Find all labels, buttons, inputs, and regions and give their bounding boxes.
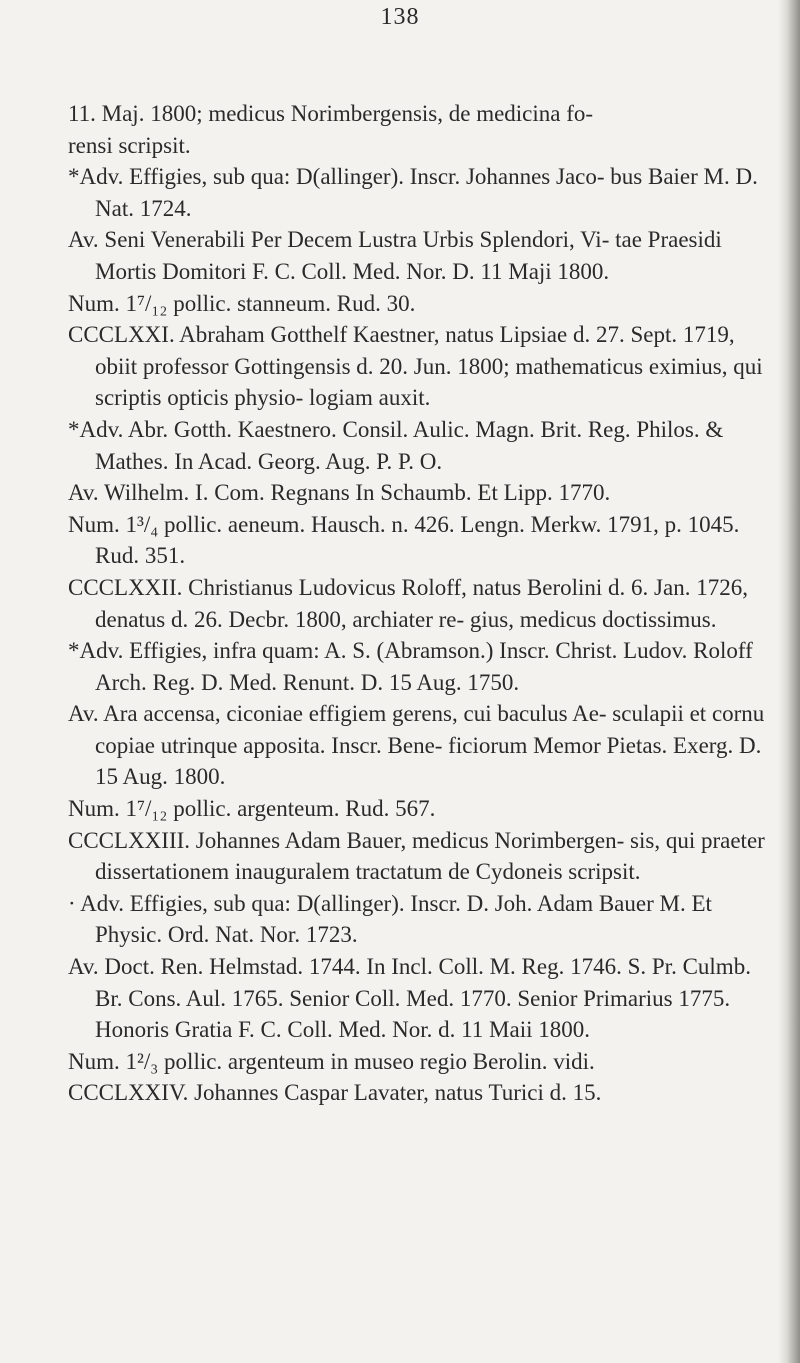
entry-heading: CCCLXXIV. Johannes Caspar Lavater, natus Turici d. 15. (68, 1080, 602, 1106)
coin-details: Num. 1²/₃ pollic. argenteum in museo regio Berolin. vidi. (68, 1048, 595, 1074)
entry-heading: CCCLXXII. Christianus Ludovicus Roloff, natus Berolini d. 6. Jan. 1726, denatus d. 26. Decbr. 1800, archiater re- gius, medicus doctissimus. (68, 574, 748, 632)
obverse-description: · Adv. Effigies, sub qua: D(allinger). Inscr. D. Joh. Adam Bauer M. Et Physic. Ord. Nat. Nor. 1723. (68, 890, 712, 948)
page-edge-shadow (778, 0, 800, 1363)
reverse-description: Av. Wilhelm. I. Com. Regnans In Schaumb. Et Lipp. 1770. (68, 480, 611, 506)
entry-heading: CCCLXXI. Abraham Gotthelf Kaestner, natus Lipsiae d. 27. Sept. 1719, obiit professor Gottingensis d. 20. Jun. 1800; mathematicus eximius, qui scriptis opticis physio- logiam auxit. (68, 322, 763, 411)
entry-continuation-line-2: rensi scripsit. (68, 132, 191, 158)
obverse-description: *Adv. Effigies, infra quam: A. S. (Abramson.) Inscr. Christ. Ludov. Roloff Arch. Reg. D. Med. Renunt. D. 15 Aug. 1750. (68, 638, 753, 695)
reverse-description: Av. Ara accensa, ciconiae effigiem gerens, cui baculus Ae- sculapii et cornu copiae utrinque apposita. Inscr. Bene- ficiorum Memor Pietas. Exerg. D. 15 Aug. 1800. (68, 701, 765, 790)
coin-details: Num. 1⁷/₁₂ pollic. stanneum. Rud. 30. (68, 290, 416, 316)
coin-details: Num. 1⁷/₁₂ pollic. argenteum. Rud. 567. (68, 796, 436, 822)
entry-heading: CCCLXXIII. Johannes Adam Bauer, medicus Norimbergen- sis, qui praeter dissertationem inauguralem tractatum de Cydoneis scripsit. (68, 827, 765, 885)
entry-continuation-line-1: 11. Maj. 1800; medicus Norimbergensis, de medicina fo- (68, 101, 594, 126)
coin-details: Num. 1³/₄ pollic. aeneum. Hausch. n. 426. Lengn. Merkw. 1791, p. 1045. Rud. 351. (68, 511, 740, 569)
obverse-description: *Adv. Effigies, sub qua: D(allinger). Inscr. Johannes Jaco- bus Baier M. D. Nat. 1724. (68, 164, 758, 221)
page-number: 138 (380, 4, 420, 30)
reverse-description: Av. Doct. Ren. Helmstad. 1744. In Incl. Coll. M. Reg. 1746. S. Pr. Culmb. Br. Cons. Aul. 1765. Senior Coll. Med. 1770. Senior Primarius 1775. Honoris Gratia F. C. Coll. Med. Nor. d. 11 Maii 1800. (68, 954, 751, 1043)
page-text (68, 98, 778, 1109)
reverse-description: Av. Seni Venerabili Per Decem Lustra Urbis Splendori, Vi- tae Praesidi Mortis Domitori F. C. Coll. Med. Nor. D. 11 Maji 1800. (68, 227, 722, 284)
obverse-description: *Adv. Abr. Gotth. Kaestnero. Consil. Aulic. Magn. Brit. Reg. Philos. & Mathes. In Acad. Georg. Aug. P. P. O. (68, 416, 724, 474)
